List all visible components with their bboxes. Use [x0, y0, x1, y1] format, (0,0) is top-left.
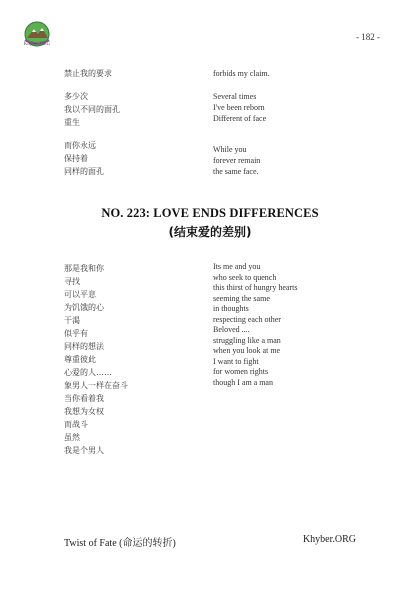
text-line: 象男人一样在奋斗	[64, 381, 128, 390]
text-line: forbids my claim.	[213, 69, 270, 78]
text-line: seeming the same	[213, 293, 270, 303]
text-line: for women rights	[213, 367, 269, 376]
poem-title	[0, 206, 420, 240]
text-line: 当你看着我	[64, 394, 104, 403]
text-line: this thirst of hungry hearts	[213, 283, 298, 292]
text-line: Beloved ....	[213, 325, 250, 334]
page-number: - 182 -	[356, 32, 380, 42]
text-line: Different of face	[213, 114, 267, 123]
text-line: Its me and you	[213, 262, 261, 271]
text-line: 多少次	[64, 92, 88, 101]
footer-site: Khyber.ORG	[302, 534, 356, 545]
text-line: I've been reborn	[213, 103, 265, 112]
text-line: 我是个男人	[64, 446, 104, 455]
main-poem-english	[213, 262, 373, 388]
text-line: While you	[213, 145, 247, 154]
text-line: though I am a man	[213, 377, 273, 387]
main-poem-chinese	[64, 262, 204, 457]
text-line: 虽然	[64, 433, 80, 442]
top-poem-english	[213, 68, 373, 187]
logo-text: Khyber.ORG	[23, 42, 51, 47]
text-line: 寻找	[64, 277, 80, 286]
text-line: 可以平息	[64, 290, 96, 299]
text-line: 同样的面孔	[64, 167, 104, 176]
khyber-logo-icon	[14, 20, 60, 56]
text-line: 保持着	[64, 154, 88, 163]
text-line: 重生	[64, 118, 80, 127]
text-line: I want to fight	[213, 356, 259, 366]
top-poem-chinese	[64, 67, 204, 188]
text-line: 而战斗	[64, 420, 88, 429]
poem-title-chinese: (结束爱的差别)	[168, 225, 252, 239]
text-line: 禁止我的要求	[64, 69, 112, 78]
text-line: in thoughts	[213, 304, 249, 313]
text-line: who seek to quench	[213, 272, 277, 282]
text-line: 尊重彼此	[64, 355, 96, 364]
text-line: when you look at me	[213, 346, 281, 355]
text-line: struggling like a man	[213, 335, 281, 345]
text-line: 我以不同的面孔	[64, 105, 120, 114]
text-line: 同样的想法	[64, 342, 104, 351]
footer-book-title: Twist of Fate (命运的转折)	[64, 538, 176, 549]
text-line: 为饥饿的心	[64, 303, 104, 312]
text-line: respecting each other	[213, 314, 281, 324]
text-line: forever remain	[213, 156, 261, 165]
text-line: 似乎有	[64, 329, 88, 338]
text-line: Several times	[213, 92, 257, 101]
text-line: 而你永远	[64, 141, 96, 150]
text-line: 心爱的人……	[64, 368, 112, 377]
text-line: the same face.	[213, 167, 259, 176]
text-line: 我想为女权	[64, 407, 104, 416]
text-line: 干渴	[64, 316, 80, 325]
poem-title-english: NO. 223: LOVE ENDS DIFFERENCES	[101, 206, 319, 220]
text-line: 那是我和你	[64, 264, 104, 273]
